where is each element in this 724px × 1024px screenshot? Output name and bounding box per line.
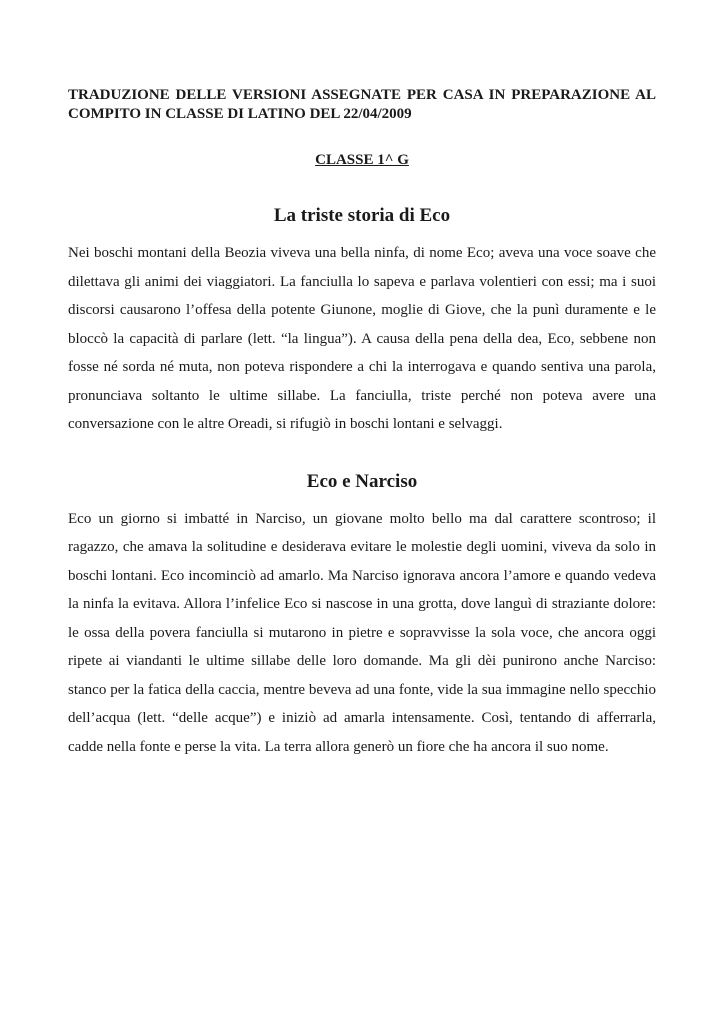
document-header-title: TRADUZIONE DELLE VERSIONI ASSEGNATE PER CASA IN PREPARAZIONE AL COMPITO IN CLASSE DI LATINO DEL 22/04/2009 <box>68 87 656 122</box>
section-title-eco-narciso: Eco e Narciso <box>306 470 418 492</box>
section-body-eco-narciso: Eco un giorno si imbatté in Narciso, un giovane molto bello ma dal carattere scontroso; il ragazzo, che amava la solitudine e desiderava evitare le molestie degli uomini, viveva da solo in boschi lontani. Eco incominciò ad amarlo. Ma Narciso ignorava ancora l’amore e quando vedeva la ninfa la evitava. Allora l’infelice Eco si nascose in una grotta, dove languì di straziante dolore: le ossa della povera fanciulla si mutarono in pietre e sopravvisse la sola voce, che ancora oggi ripete ai viandanti le ultime sillabe delle loro domande. Ma gli dèi punirono anche Narciso: stanco per la fatica della caccia, mentre beveva ad una fonte, vide la sua immagine nello specchio dell’acqua (lett. “delle acque”) e iniziò ad amarla intensamente. Così, tentando di afferrarla, cadde nella fonte e perse la vita. La terra allora generò un fiore che ha ancora il suo nome. <box>68 510 656 755</box>
class-label <box>68 151 656 170</box>
section-body-eco: Nei boschi montani della Beozia viveva una bella ninfa, di nome Eco; aveva una voce soave che dilettava gli animi dei viaggiatori. La fanciulla lo sapeva e parlava volentieri con essi; ma i suoi discorsi causarono l’offesa della potente Giunone, moglie di Giove, che la punì duramente e le bloccò la capacità di parlare (lett. “la lingua”). A causa della pena della dea, Eco, sebbene non fosse né sorda né muta, non poteva rispondere a chi la interrogava e quando sentiva una parola, pronunciava soltanto le ultime sillabe. La fanciulla, triste perché non poteva avere una conversazione con le altre Oreadi, si rifugiò in boschi lontani e selvaggi. <box>68 245 656 432</box>
document-page <box>68 86 656 761</box>
section-title-eco: La triste storia di Eco <box>273 205 451 226</box>
class-label-text: CLASSE 1^ G <box>315 152 409 168</box>
